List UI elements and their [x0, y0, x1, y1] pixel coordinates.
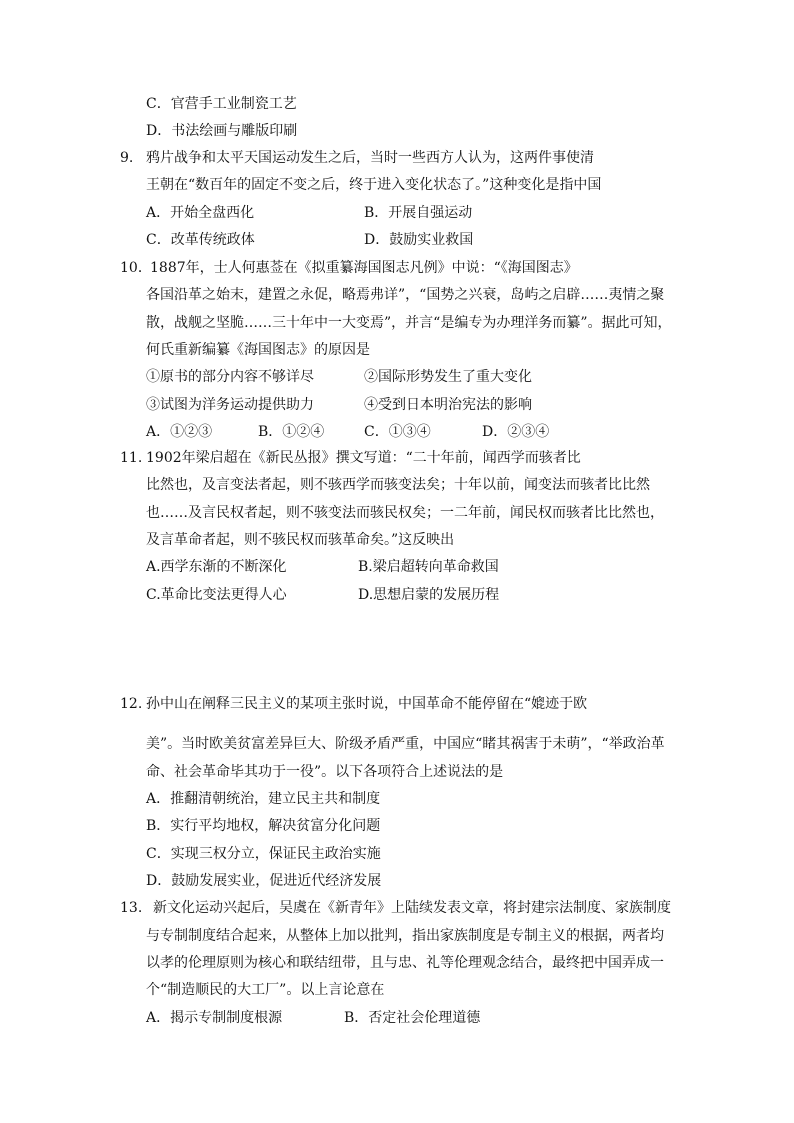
q12-option-b: B．实行平均地权，解决贫富分化问题 [146, 818, 381, 834]
q9-option-d: D．鼓励实业救国 [364, 232, 474, 248]
q8-option-c: C．官营手工业制瓷工艺 [146, 96, 297, 112]
q10-number: 10． [120, 260, 152, 276]
q13-option-b: B．否定社会伦理道德 [344, 1010, 481, 1026]
q10-item-2: ②国际形势发生了重大变化 [364, 369, 532, 385]
q12-stem-line-2: 美”。当时欧美贫富差异巨大、阶级矛盾严重，中国应“睹其祸害于未萌”，“举政治革 [146, 736, 665, 752]
q11-option-d: D.思想启蒙的发展历程 [358, 587, 500, 603]
q9-option-c: C．改革传统政体 [146, 232, 255, 248]
q13-stem-line-1: 新文化运动兴起后，吴虞在《新青年》上陆续发表文章，将封建宗法制度、家族制度 [153, 900, 671, 916]
q12-option-c: C．实现三权分立，保证民主政治实施 [146, 846, 381, 862]
q12-option-d: D．鼓励发展实业，促进近代经济发展 [146, 873, 382, 889]
q13-stem-line-4: 个“制造顺民的大工厂”。以上言论意在 [146, 982, 385, 998]
q11-option-b: B.梁启超转向革命救国 [358, 559, 499, 575]
q11-stem-line-2: 比然也，及言变法者起，则不骇西学而骇变法矣；十年以前，闻变法而骇者比比然 [146, 477, 650, 493]
q13-option-a: A．揭示专制制度根源 [146, 1010, 283, 1026]
q9-option-a: A．开始全盘西化 [146, 205, 255, 221]
q12-option-a: A．推翻清朝统治，建立民主共和制度 [146, 791, 381, 807]
q12-stem-line-1: 孙中山在阐释三民主义的某项主张时说，中国革命不能停留在“媲迹于欧 [146, 696, 588, 712]
q12-stem-line-3: 命、社会革命毕其功于一役”。以下各项符合上述说法的是 [146, 764, 504, 780]
q10-option-a: A．①②③ [146, 424, 213, 440]
q10-item-4: ④受到日本明治宪法的影响 [364, 397, 532, 413]
q11-number: 11. [120, 450, 143, 466]
q13-number: 13. [120, 900, 143, 916]
q9-stem-line-2: 王朝在“数百年的固定不变之后，终于进入变化状态了。”这种变化是指中国 [146, 177, 602, 193]
q13-stem-line-3: 以孝的伦理原则为核心和联结纽带，且与忠、礼等伦理观念结合，最终把中国弄成一 [146, 955, 664, 971]
q11-stem-line-4: 及言革命者起，则不骇民权而骇革命矣。”这反映出 [146, 532, 455, 548]
q10-stem-line-4: 何氏重新编纂《海国图志》的原因是 [146, 342, 370, 358]
q9-stem-line-1: 鸦片战争和太平天国运动发生之后，当时一些西方人认为，这两件事使清 [146, 150, 594, 166]
q11-option-c: C.革命比变法更得人心 [146, 587, 287, 603]
q9-option-b: B．开展自强运动 [364, 205, 473, 221]
q10-option-b: B．①②④ [258, 424, 325, 440]
q10-stem-line-2: 各国沿革之始末，建置之永促，略焉弗详”，“国势之兴衰，岛屿之启辟……夷情之聚 [146, 287, 665, 303]
q10-item-1: ①原书的部分内容不够详尽 [146, 369, 314, 385]
q10-option-d: D．②③④ [482, 424, 550, 440]
q10-stem-line-1: 1887年，士人何惠莶在《拟重纂海国图志凡例》中说：“《海国图志》 [150, 260, 578, 276]
q12-number: 12. [120, 696, 143, 712]
q9-number: 9. [120, 150, 134, 166]
q11-stem-line-3: 也……及言民权者起，则不骇变法而骇民权矣；一二年前，闻民权而骇者比比然也， [146, 505, 664, 521]
q8-option-d: D．书法绘画与雕版印刷 [146, 123, 298, 139]
q10-stem-line-3: 散，战舰之坚脆……三十年中一大变焉”，并言“是编专为办理洋务而纂”。据此可知， [146, 315, 672, 331]
q10-option-c: C．①③④ [364, 424, 431, 440]
q11-option-a: A.西学东渐的不断深化 [146, 559, 287, 575]
q10-item-3: ③试图为洋务运动提供助力 [146, 397, 314, 413]
q13-stem-line-2: 与专制制度结合起来，从整体上加以批判，指出家族制度是专制主义的根据，两者均 [146, 928, 664, 944]
q11-stem-line-1: 1902年梁启超在《新民丛报》撰文写道：“二十年前，闻西学而骇者比 [146, 450, 581, 466]
